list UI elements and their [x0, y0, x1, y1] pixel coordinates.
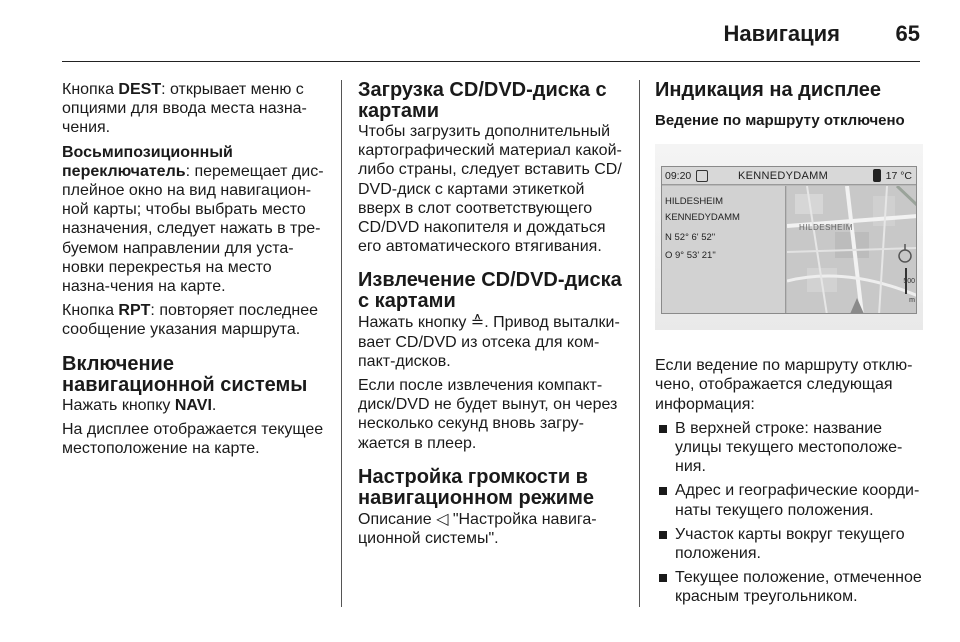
paragraph-eject-reload: Если после извлечения компакт-диск/DVD не будет вынут, он через несколько секунд вновь загру-жается в плеер.	[358, 377, 618, 452]
navi-key: NAVI	[174, 396, 212, 414]
column-divider	[341, 80, 342, 607]
paragraph-intro: Если ведение по маршруту отклю-чено, отображается следующая информация:	[655, 357, 913, 413]
screen-temperature: 17 °C	[885, 170, 912, 183]
dest-prefix: Кнопка	[62, 81, 119, 98]
map-scale: 500 m	[903, 278, 915, 305]
heading-load-disc: Загрузка CD/DVD-диска с картами	[358, 79, 607, 122]
paragraph-eject	[358, 312, 626, 371]
heading-volume: Настройка громкости в навигационном режиме	[358, 465, 594, 509]
navi-prefix: Нажать кнопку	[62, 396, 175, 414]
dest-description: : открывает меню с опциями для ввода места назна-чения.	[62, 81, 307, 137]
map-city-label: HILDESHEIM	[799, 223, 853, 233]
column-1	[62, 80, 324, 463]
paragraph-volume	[358, 509, 626, 548]
rpt-description: : повторяет последнее сообщение указания маршрута.	[62, 302, 319, 339]
map-roads	[787, 186, 917, 314]
clock-icon	[696, 170, 708, 182]
reference-arrow-icon: ◁	[436, 508, 449, 528]
dest-key: DEST	[118, 81, 162, 98]
subheading-guidance-off: Ведение по маршруту отключено	[655, 112, 905, 129]
list-item: В верхней строке: название улицы текущего местоположе-ния.	[655, 419, 923, 477]
eject-suffix: . Привод выталки-вает CD/DVD из отсека для ком-пакт-дисков.	[358, 314, 620, 370]
volume-prefix: Описание	[358, 510, 437, 528]
volume-suffix: "Настройка навига-ционной системы".	[358, 510, 597, 548]
screen-street-line: KENNEDYDAMM	[665, 212, 740, 224]
list-item: Участок карты вокруг текущего положения.	[655, 525, 923, 563]
list-item: Адрес и географические коорди-наты текущего положения.	[655, 481, 923, 519]
paragraph-load: Чтобы загрузить дополнительный картографический материал какой-либо страны, следует вставить CD/ DVD-диск с картами этикеткой вверх в слот соответствующего CD/DVD накопителя и дождаться его автоматического втягивания.	[358, 123, 622, 256]
heading-switch-on: Включение навигационной системы	[62, 352, 308, 396]
thermometer-icon	[873, 169, 881, 182]
rpt-prefix: Кнопка	[62, 302, 119, 320]
screen-city: HILDESHEIM	[665, 196, 724, 208]
screen-longitude: O 9° 53' 21"	[665, 250, 716, 262]
octo-description: : перемещает дис-плейное окно на вид навигацион-ной карты; чтобы выбрать место назначения, следует нажать в тре-буемом направлении для уста-новки перекрестья на место назна-чения на карте.	[62, 162, 324, 296]
column-divider	[639, 80, 640, 607]
octo-label: Восьмипозиционный переключатель	[62, 143, 233, 180]
screen-map	[787, 186, 917, 314]
page-title: Навигация	[723, 21, 840, 46]
column-2	[358, 80, 626, 553]
eject-icon: ≙	[470, 312, 485, 332]
screen-info-panel	[662, 186, 786, 314]
paragraph-dest	[62, 80, 324, 138]
nav-screen	[661, 166, 917, 314]
paragraph-navi	[62, 396, 324, 415]
rpt-key: RPT	[118, 302, 151, 320]
display-screenshot	[655, 144, 923, 330]
paragraph-octo	[62, 143, 324, 297]
page-number: 65	[895, 21, 920, 46]
screen-latitude: N 52° 6' 52"	[665, 232, 716, 244]
eject-prefix: Нажать кнопку	[358, 314, 471, 332]
screen-street: KENNEDYDAMM	[738, 170, 829, 183]
heading-eject-disc: Извлечение CD/DVD-диска с картами	[358, 269, 622, 313]
navi-suffix: .	[211, 396, 217, 414]
screen-top-bar	[662, 167, 917, 185]
paragraph-rpt	[62, 301, 324, 339]
page-header	[62, 16, 920, 62]
paragraph-display: На дисплее отображается текущее местоположение на карте.	[62, 420, 324, 458]
screen-time: 09:20	[665, 170, 692, 183]
column-3	[655, 80, 923, 612]
heading-display: Индикация на дисплее	[655, 79, 882, 101]
list-item: Текущее положение, отмеченное красным треугольником.	[655, 568, 923, 606]
